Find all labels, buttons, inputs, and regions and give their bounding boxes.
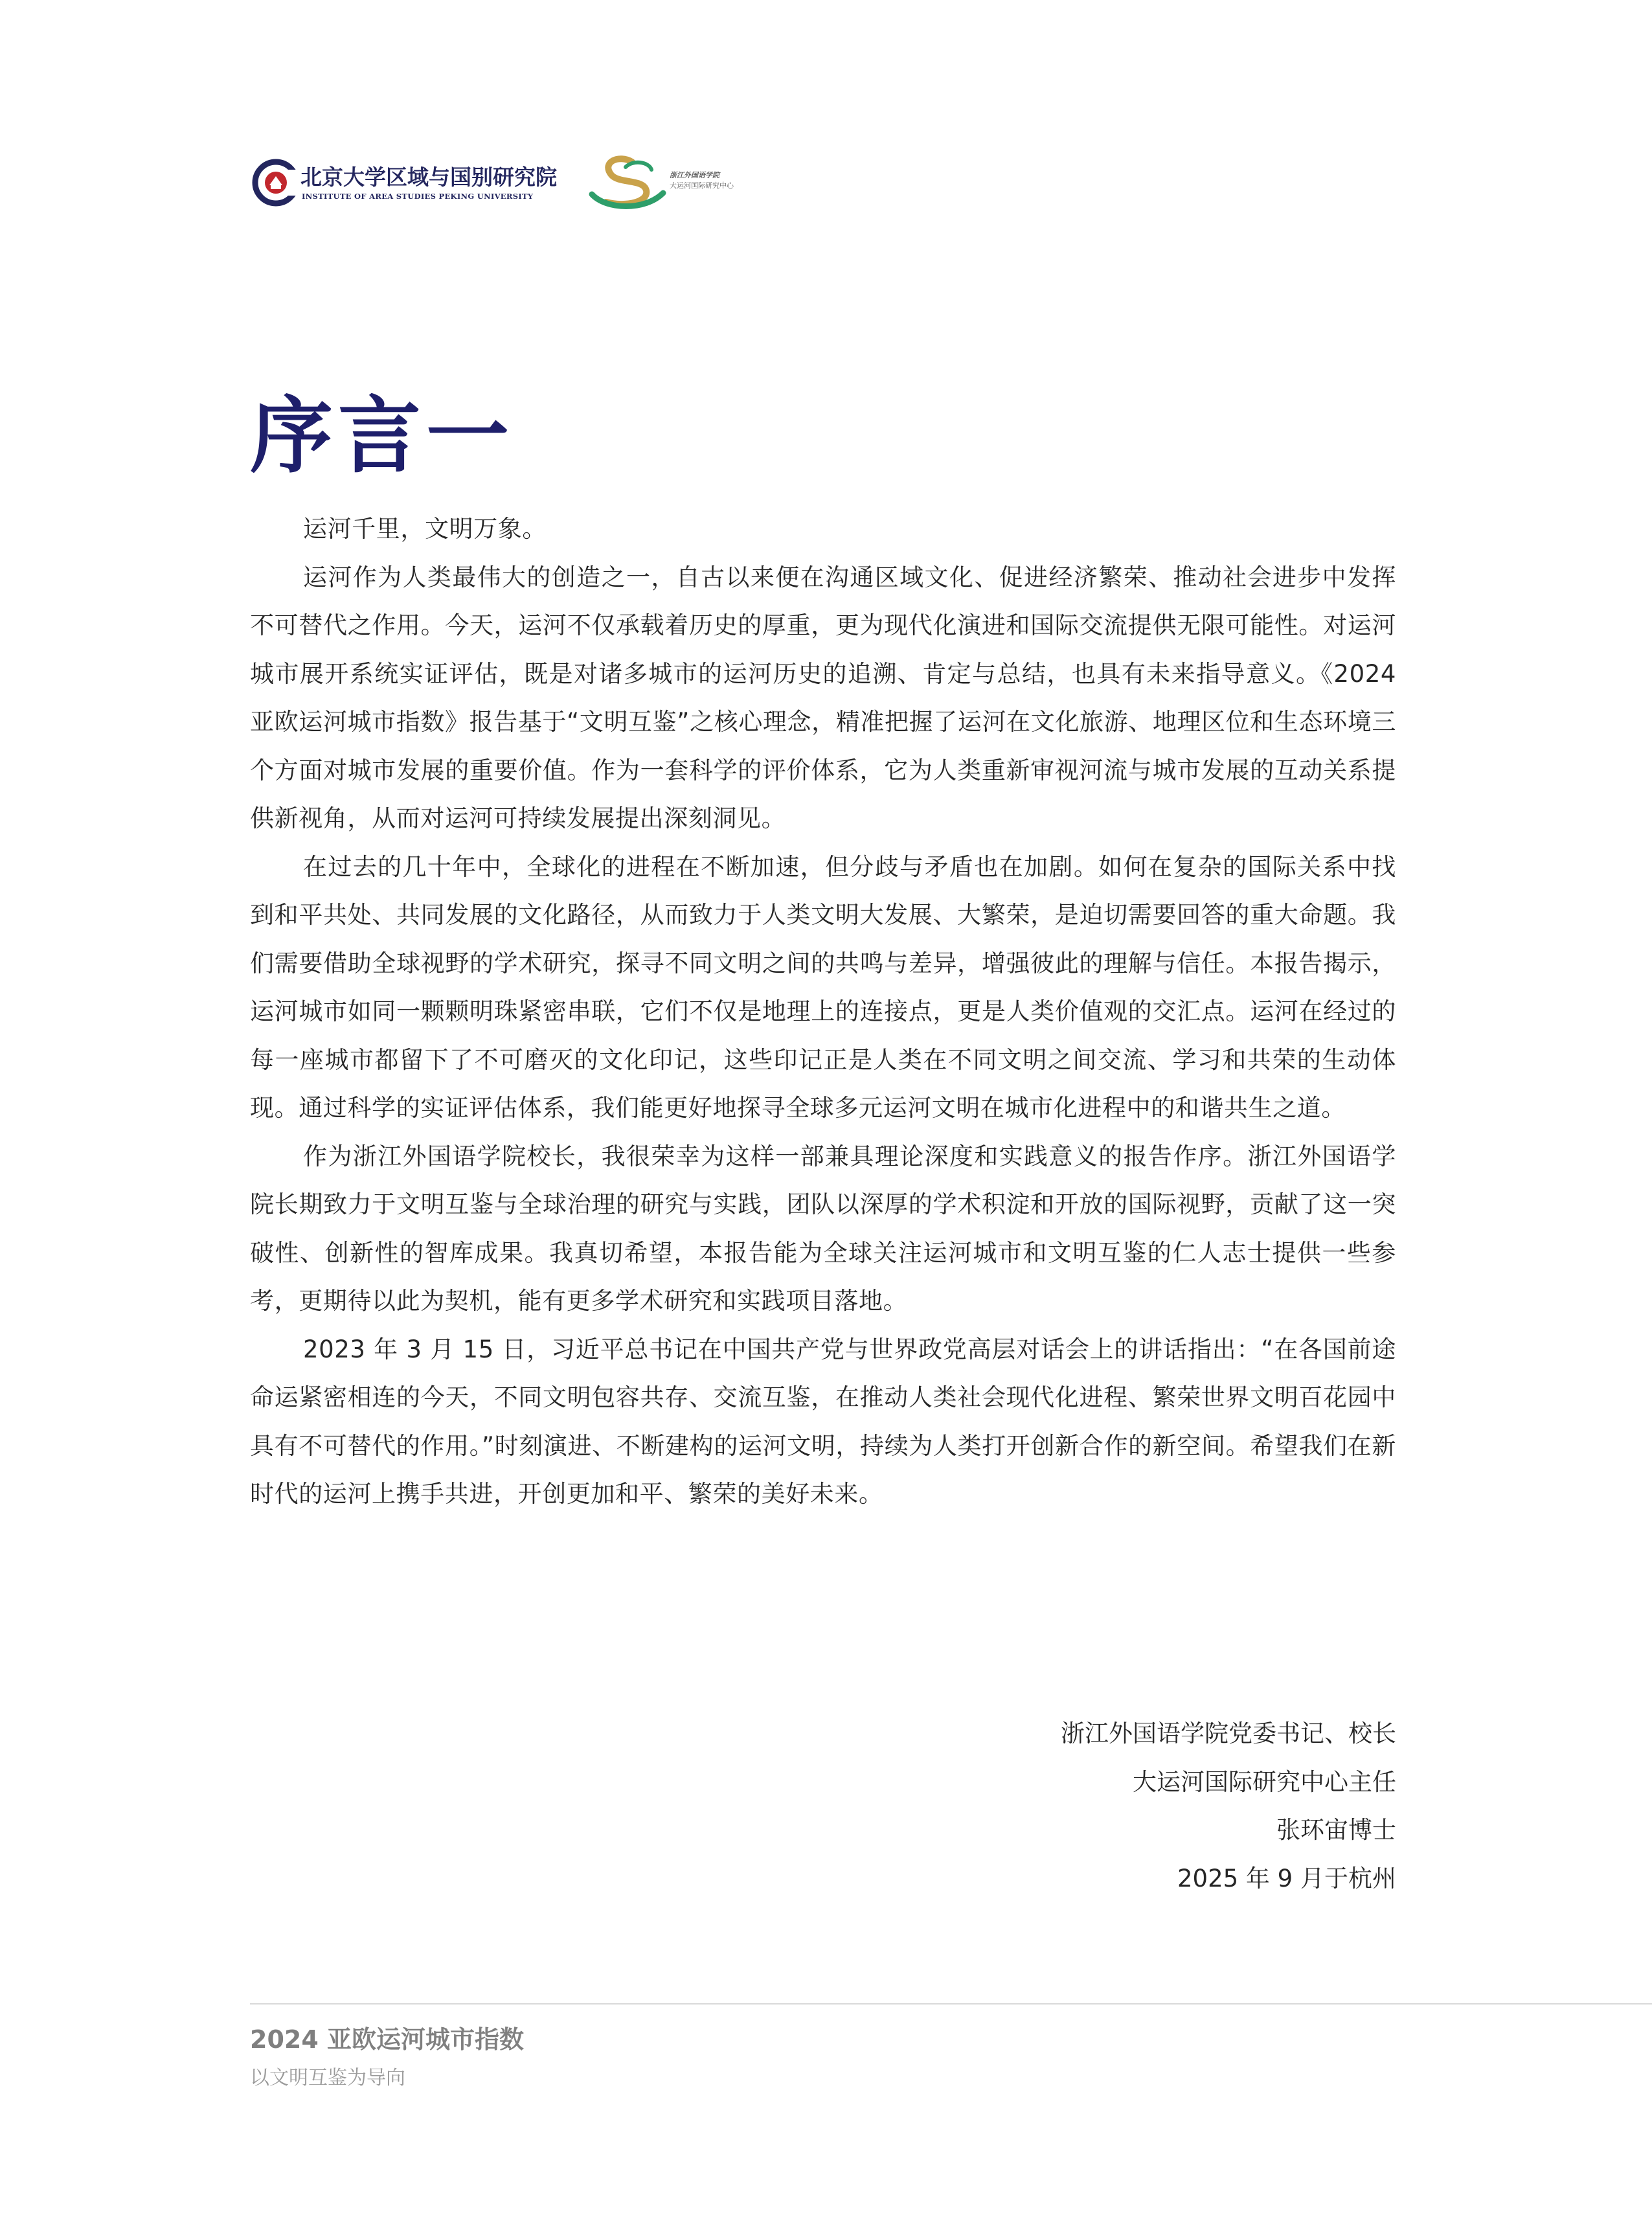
zisu-grand-canal-center-logo bbox=[587, 148, 736, 212]
signature-title: 浙江外国语学院党委书记、校长 bbox=[1061, 1720, 1396, 1747]
signature-block bbox=[1061, 1710, 1396, 1903]
zisu-logo-line1: 浙江外国语学院 bbox=[670, 171, 719, 179]
pku-logo-name-en: INSTITUTE OF AREA STUDIES PEKING UNIVERSITY bbox=[302, 192, 534, 201]
signature-name: 张环宙博士 bbox=[1276, 1816, 1396, 1844]
canal-swirl-icon bbox=[587, 148, 671, 212]
paragraph: 在过去的几十年中，全球化的进程在不断加速，但分歧与矛盾也在加剧。如何在复杂的国际关系中找到和平共处、共同发展的文化路径，从而致力于人类文明大发展、大繁荣，是迫切需要回答的重大命题。我们需要借助全球视野的学术研究，探寻不同文明之间的共鸣与差异，增强彼此的理解与信任。本报告揭示，运河城市如同一颗颗明珠紧密串联，它们不仅是地理上的连接点，更是人类价值观的交汇点。运河在经过的每一座城市都留下了不可磨灭的文化印记，这些印记正是人类在不同文明之间交流、学习和共荣的生动体现。通过科学的实证评估体系，我们能更好地探寻全球多元运河文明在城市化进程中的和谐共生之道。 bbox=[250, 852, 1396, 1122]
paragraph: 作为浙江外国语学院校长，我很荣幸为这样一部兼具理论深度和实践意义的报告作序。浙江外国语学院长期致力于文明互鉴与全球治理的研究与实践，团队以深厚的学术积淀和开放的国际视野，贡献了这一突破性、创新性的智库成果。我真切希望，本报告能为全球关注运河城市和文明互鉴的仁人志士提供一些参考，更期待以此为契机，能有更多学术研究和实践项目落地。 bbox=[250, 1142, 1396, 1315]
pku-logo-name-cn: 北京大学区域与国别研究院 bbox=[300, 165, 557, 190]
signature-position: 大运河国际研究中心主任 bbox=[1133, 1767, 1396, 1796]
footer-divider bbox=[250, 2003, 1652, 2005]
paragraph: 2023 年 3 月 15 日，习近平总书记在中国共产党与世界政党高层对话会上的讲话指出：“在各国前途命运紧密相连的今天，不同文明包容共存、交流互鉴，在推动人类社会现代化进程、繁荣世界文明百花园中具有不可替代的作用。”时刻演进、不断建构的运河文明，持续为人类打开创新合作的新空间。希望我们在新时代的运河上携手共进，开创更加和平、繁荣的美好未来。 bbox=[250, 1335, 1396, 1508]
footer-report-title: 2024 亚欧运河城市指数 bbox=[250, 2025, 524, 2054]
preface-body bbox=[250, 505, 1396, 1519]
pku-area-studies-logo bbox=[250, 157, 557, 209]
signature-date-place: 2025 年 9 月于杭州 bbox=[1177, 1864, 1396, 1892]
page-title: 序言一 bbox=[250, 388, 515, 484]
paragraph: 运河千里，文明万象。 bbox=[303, 515, 547, 543]
zisu-logo-line2: 大运河国际研究中心 bbox=[670, 181, 734, 190]
footer-report-subtitle: 以文明互鉴为导向 bbox=[250, 2067, 405, 2089]
paragraph: 运河作为人类最伟大的创造之一，自古以来便在沟通区域文化、促进经济繁荣、推动社会进步中发挥不可替代之作用。今天，运河不仅承载着历史的厚重，更为现代化演进和国际交流提供无限可能性。对运河城市展开系统实证评估，既是对诸多城市的运河历史的追溯、肯定与总结，也具有未来指导意义。《2024 亚欧运河城市指数》报告基于“文明互鉴”之核心理念，精准把握了运河在文化旅游、地理区位和生态环境三个方面对城市发展的重要价值。作为一套科学的评价体系，它为人类重新审视河流与城市发展的互动关系提供新视角，从而对运河可持续发展提出深刻洞见。 bbox=[250, 563, 1396, 832]
pku-emblem-icon bbox=[250, 157, 302, 209]
